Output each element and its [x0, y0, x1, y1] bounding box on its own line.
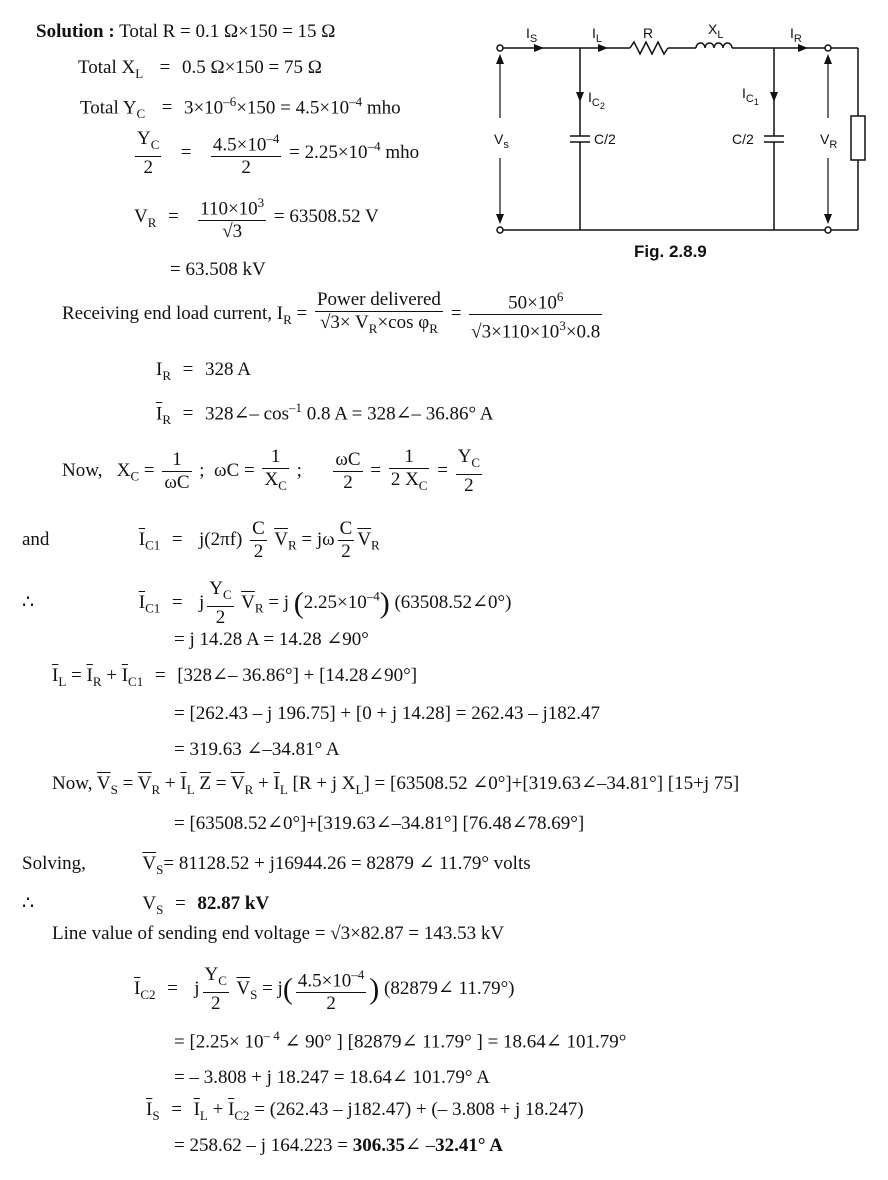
load-resistor [851, 116, 865, 160]
label-ic1: $I_{C1}$ [742, 85, 759, 107]
label-xl: $X_L$ [708, 21, 724, 41]
line-il-eq1: $\overline{I}_L = \overline{I}_R + \overline{I}_{C1}$ = [328∠– 36.86°] + [14.28∠90°] [52, 665, 418, 689]
line-line-value: Line value of sending end voltage = √3×82.87 = 143.53 kV [52, 923, 505, 944]
line-total-yc: Total $Y_C = 3\times 10^{-6}\times 150 = 4.5\times 10^{-4}$ mho [80, 94, 401, 122]
resistor-symbol [630, 42, 668, 54]
line-xc-relations: Now, $X_C$ = $\frac{1}{\omega C}$ ; ωC = $\frac{1}{X_C}$ ; $\frac{\omega C}{2}$ = $\frac{1}{2 X_C}$ = $\frac{Y_C}{2}$ [62, 446, 481, 496]
label-c2-left: C/2 [594, 131, 616, 147]
line-total-r: Solution : Total R = 0.1 Ω×150 = 15 Ω [36, 21, 336, 42]
line-ir-value: $I_R = 328$ A [156, 359, 251, 383]
line-ic1-result: = j 14.28 A = 14.28 ∠90° [174, 629, 369, 650]
il-arrow [598, 44, 608, 52]
line-ic2-eq1: $\overline{I}_{C2} = j$ $\frac{Y_C}{2}$ $\overline{V}_S = j$( $\frac{4.5\times 10^{-4}}{2}$ ) (82879∠ 11.79°) [134, 964, 515, 1015]
solution-heading: Solution : [36, 21, 115, 42]
ir-arrow [798, 44, 808, 52]
line-vr: $V_R$ = $\frac{110\times 10^3}{√3}$ = 63508.52 V [134, 192, 379, 243]
figure-caption: Fig. 2.8.9 [634, 242, 707, 261]
line-is-eq1: $\overline{I}_S = \overline{I}_L + \overline{I}_{C2} = (262.43 - j182.47)$ + (– 3.808 + j 18.247) [146, 1099, 584, 1123]
label-c2-right: C/2 [732, 131, 754, 147]
line-receiving-current: Receiving end load current, $I_R$ = $\frac{\text{Power delivered}}{√3\times V_R\times\cos \varphi_R}$ = $\frac{50\times 10^6}{√3\times 110\times 10^3\times 0.8}$ [62, 286, 605, 344]
circuit-diagram [490, 18, 870, 240]
line-ic2-eq3: = – 3.808 + j 18.247 = 18.64∠ 101.79° A [174, 1067, 490, 1088]
label-vs: $V_s$ [494, 131, 509, 151]
inductor-symbol [696, 43, 732, 48]
line-vs-eq2: = [63508.52∠0°]+[319.63∠–34.81°] [76.48∠78.69°] [174, 813, 585, 834]
line-vs-solving: Solving, $\overline{V}_S= 81128.52 + j16944.26 = 82879$ ∠ 11.79° volts [22, 853, 531, 877]
line-il-eq2: = [262.43 – j 196.75] + [0 + j 14.28] = 262.43 – j182.47 [174, 703, 601, 724]
line-ic2-eq2: = [$2.25\times 10^{- 4}$ ∠ 90° ] [82879∠ 11.79° ] = 18.64∠ 101.79° [174, 1028, 627, 1053]
label-il: $I_L$ [592, 25, 603, 45]
line-yc-half: $\frac{Y_C}{2}$ = $\frac{4.5\times 10^{-4}}{2}$ = $2.25\times 10^{-4}$ mho [137, 128, 420, 179]
ic2-arrow [576, 92, 584, 102]
line-vs-mag: ∴ $V_S = 82.87$ kV [22, 893, 270, 917]
line-is-eq2: = 258.62 – j 164.223 = 306.35∠ –32.41° A [174, 1135, 503, 1156]
line-il-eq3: = 319.63 ∠–34.81° A [174, 739, 340, 760]
label-is: $I_S$ [526, 25, 538, 45]
line-vs-eq1: Now, $\overline{V}_S = \overline{V}_R + \overline{I}_L$ $\overline{Z} = \overline{V}_R + \overline{I}_L$ [R + j $X_L] = [63508.52$ ∠0°]+[319.63∠–34.81°] [15+j 75] [52, 773, 740, 797]
line-ir-phasor: $\overline{I}_R$ = 328∠– $\cos^{-1} 0.8$ A = 328∠– 36.86° A [156, 400, 494, 428]
line-vr-kv: = 63.508 kV [170, 259, 266, 280]
line-ic1-calc: ∴ $\overline{I}_{C1} = j$ $\frac{Y_C}{2}$ $\overline{V}_R = j$ $(2.25\times 10^{-4})$ (63508.52∠0°) [22, 578, 512, 628]
label-ir: $I_R$ [790, 25, 802, 45]
is-arrow [534, 44, 544, 52]
line-ic1-def: and $\overline{I}_{C1} = j(2\pi f)$ $\frac{C}{2}$ $\overline{V}_R = j\omega$ $\frac{C}{2}$ $\overline{V}_R$ [22, 518, 380, 562]
label-r: R [643, 25, 654, 41]
ic1-arrow [770, 92, 778, 102]
line-total-xl: Total $X_L = 0.5$ Ω×150 = 75 Ω [78, 57, 322, 81]
label-ic2: $I_{C2}$ [588, 89, 605, 111]
label-vr: $V_R$ [820, 131, 838, 151]
